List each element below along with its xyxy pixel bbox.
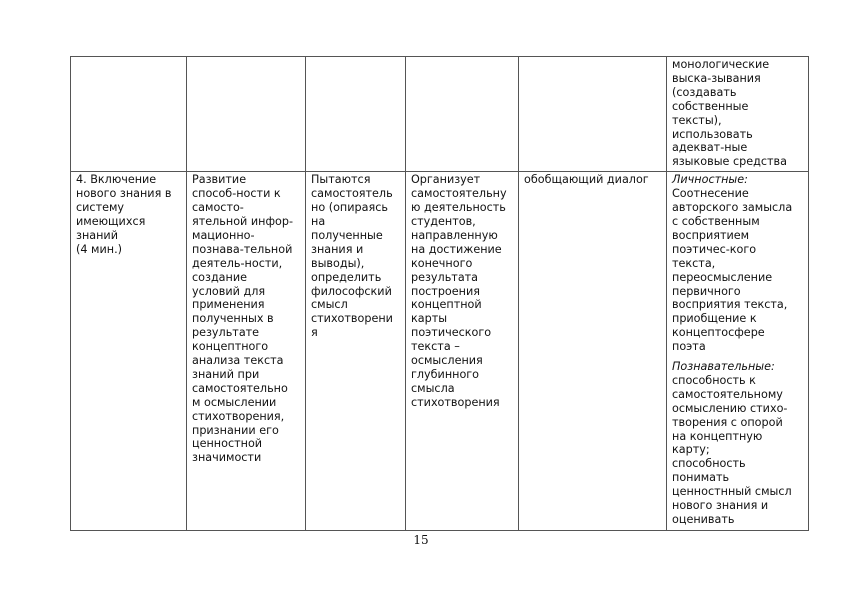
table-cell <box>187 57 306 172</box>
table-cell-goal <box>187 172 306 531</box>
cognitive-text <box>672 374 804 527</box>
text-line: Соотнесение <box>672 187 749 201</box>
text-line: творения с опорой <box>672 415 783 429</box>
text-line: стихотворения <box>411 395 500 409</box>
text-line: монологические <box>672 58 770 71</box>
table-cell-results <box>667 172 809 531</box>
text-line: приобщение к <box>672 312 757 326</box>
text-line: поэтического <box>411 326 492 340</box>
cognitive-heading: Познавательные: <box>672 360 775 374</box>
personal-heading: Личностные: <box>672 173 748 187</box>
text-line: результате <box>192 326 260 340</box>
text-line: самосто- <box>192 201 244 215</box>
text-line: философский <box>311 284 392 298</box>
table-cell <box>406 57 519 172</box>
text-line: (создавать <box>672 85 737 99</box>
text-line: знаний <box>76 228 118 242</box>
text-line: но (опираясь <box>311 201 388 215</box>
text-line: конечного <box>411 256 473 270</box>
text-line: результата <box>411 270 479 284</box>
text-line: текста, <box>672 256 716 270</box>
text-line: деятель-ности, <box>192 256 283 270</box>
text-line: условий для <box>192 284 266 298</box>
text-line: способ-ности к <box>192 187 281 201</box>
text-line: значимости <box>192 451 262 465</box>
text-line: полученных в <box>192 312 274 326</box>
text-line: карту; <box>672 443 710 457</box>
table-cell <box>519 57 667 172</box>
table-cell-stage <box>71 172 187 531</box>
text-line: глубинного <box>411 367 480 381</box>
text-line: Пытаются <box>311 173 371 187</box>
text-line: знания и <box>311 242 364 256</box>
text-line: концептосфере <box>672 326 765 340</box>
text-line: использовать <box>672 127 753 141</box>
text-line: на концептную <box>672 429 763 443</box>
text-line: самостоятельну <box>411 187 507 201</box>
text-line: самостоятель <box>311 187 393 201</box>
text-line: стихотворени <box>311 312 393 326</box>
text-line: применения <box>192 298 265 312</box>
text-line: концептного <box>192 340 269 354</box>
text-line: первичного <box>672 284 741 298</box>
text-line: нового знания в <box>76 187 172 201</box>
text-line: ю деятельность <box>411 201 506 215</box>
table-cell-results <box>667 57 809 172</box>
table-cell-teacher-activity <box>406 172 519 531</box>
text-line: (4 мин.) <box>76 242 122 256</box>
text-line: Организует <box>411 173 481 187</box>
text-line: мационно- <box>192 228 255 242</box>
text-line: на <box>311 214 326 228</box>
text-line: м осмыслении <box>192 395 277 409</box>
text-line: карты <box>411 312 448 326</box>
text-line: концептной <box>411 298 482 312</box>
table-cell <box>306 57 406 172</box>
text-line: восприятием <box>672 228 750 242</box>
text-line: направленную <box>411 228 498 242</box>
text-line: нового знания и <box>672 499 769 513</box>
text-line: оценивать <box>672 513 735 526</box>
personal-results <box>672 173 804 354</box>
text-line: определить <box>311 270 382 284</box>
text-line: ценностнный смысл <box>672 485 792 499</box>
text-line: ятельной инфор- <box>192 214 293 228</box>
cognitive-results <box>672 360 804 527</box>
text-line: я <box>311 326 318 340</box>
table-cell-method <box>519 172 667 531</box>
table-cell-students-activity <box>306 172 406 531</box>
text-line: осмысления <box>411 354 483 368</box>
text-line: осмыслению стихо- <box>672 401 788 415</box>
text-line: переосмысление <box>672 270 773 284</box>
text-line: смысл <box>311 298 348 312</box>
text-line: авторского замысла <box>672 201 793 215</box>
text-line: полученные <box>311 228 383 242</box>
lesson-table <box>70 56 809 531</box>
text-line: с собственным <box>672 214 760 228</box>
text-line: ценностной <box>192 437 263 451</box>
text-line: знаний при <box>192 367 260 381</box>
text-line: собственные <box>672 99 749 113</box>
table-row <box>71 57 809 172</box>
text-line: выска-зывания <box>672 71 761 85</box>
text-line: стихотворения, <box>192 409 285 423</box>
text-line: понимать <box>672 471 730 485</box>
text-line: поэта <box>672 340 706 354</box>
text-line: самостоятельному <box>672 387 783 401</box>
text-line: имеющихся <box>76 214 146 228</box>
text-line: Развитие <box>192 173 247 187</box>
text-line: построения <box>411 284 480 298</box>
table-row <box>71 172 809 531</box>
text-line: на достижение <box>411 242 502 256</box>
text-line: анализа текста <box>192 354 284 368</box>
text-line: выводы), <box>311 256 365 270</box>
text-line: самостоятельно <box>192 381 288 395</box>
table-cell <box>71 57 187 172</box>
text-line: способность <box>672 457 746 471</box>
text-line: поэтичес-кого <box>672 242 757 256</box>
text-line: восприятия текста, <box>672 298 788 312</box>
text-line: студентов, <box>411 214 476 228</box>
text-line: текста – <box>411 340 460 354</box>
text-line: языковые средства <box>672 155 787 169</box>
text-line: смысла <box>411 381 455 395</box>
page-number: 15 <box>413 533 429 547</box>
personal-text <box>672 187 804 354</box>
text-line: признании его <box>192 423 279 437</box>
text-line: адекват-ные <box>672 141 748 155</box>
text-line: тексты), <box>672 113 722 127</box>
text-line: 4. Включение <box>76 173 157 187</box>
method-text: обобщающий диалог <box>524 173 649 187</box>
text-line: познава-тельной <box>192 242 293 256</box>
text-line: способность к <box>672 373 756 387</box>
text-line: создание <box>192 270 248 284</box>
text-line: систему <box>76 201 125 215</box>
